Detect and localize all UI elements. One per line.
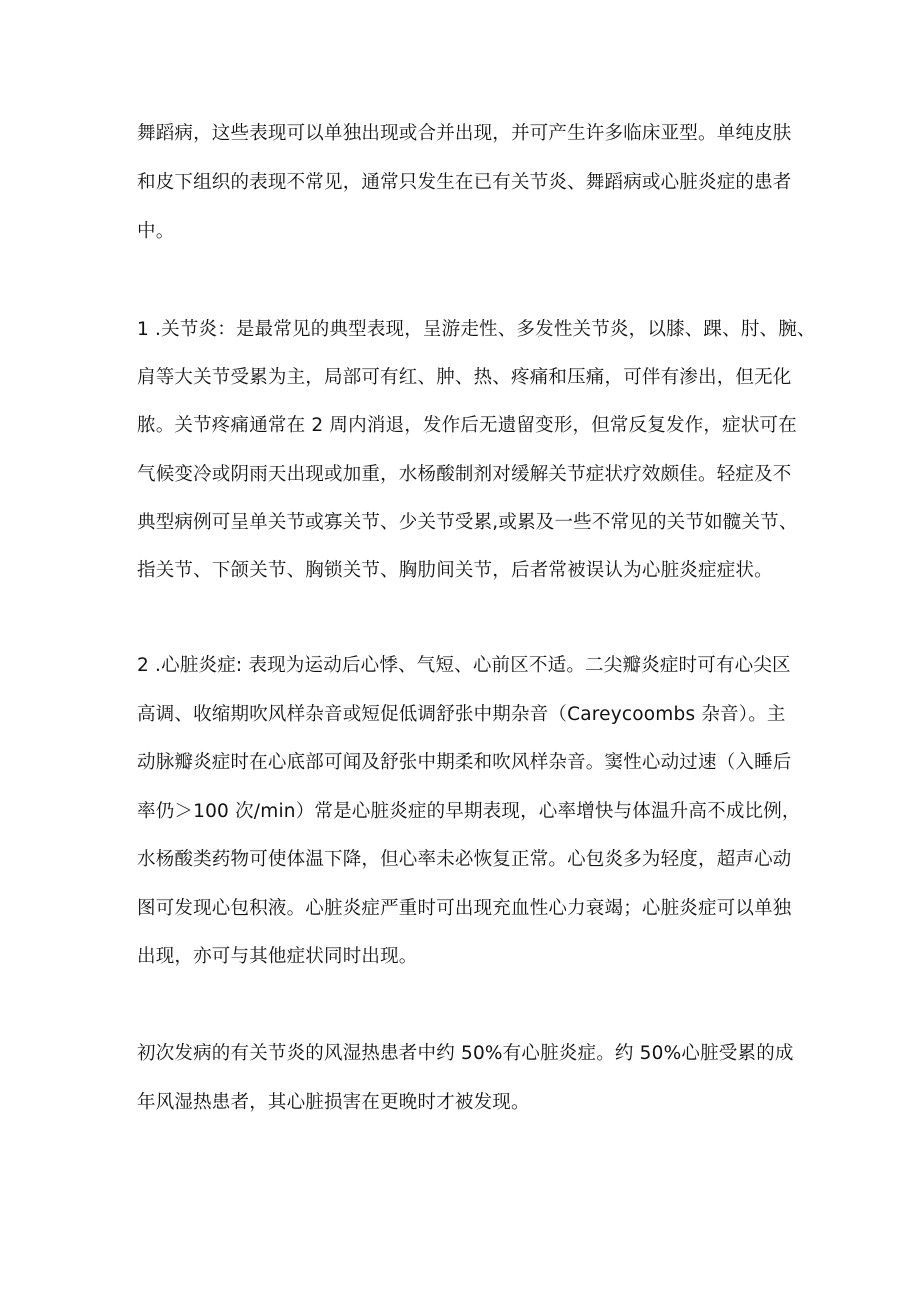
paragraph-3-line-3: 动脉瓣炎症时在心底部可闻及舒张中期柔和吹风样杂音。窦性心动过速（入睡后 xyxy=(137,752,792,773)
paragraph-2-line-3: 脓。关节疼痛通常在 2 周内消退，发作后无遗留变形，但常反复发作，症状可在 xyxy=(137,415,797,436)
paragraph-4-line-1: 初次发病的有关节炎的风湿热患者中约 50%有心脏炎症。约 50%心脏受累的成 xyxy=(137,1043,794,1064)
paragraph-3-line-2: 高调、收缩期吹风样杂音或短促低调舒张中期杂音（Careycoombs 杂音）。主 xyxy=(137,704,786,725)
paragraph-1-line-3: 中。 xyxy=(137,221,175,242)
paragraph-4-line-2: 年风湿热患者，其心脏损害在更晚时才被发现。 xyxy=(137,1092,530,1113)
paragraph-2-line-2: 肩等大关节受累为主，局部可有红、肿、热、疼痛和压痛，可伴有渗出，但无化 xyxy=(137,367,792,388)
paragraph-3-line-6: 图可发现心包积液。心脏炎症严重时可出现充血性心力衰竭；心脏炎症可以单独 xyxy=(137,898,792,919)
paragraph-2-line-6: 指关节、下颌关节、胸锁关节、胸肋间关节，后者常被误认为心脏炎症症状。 xyxy=(137,560,773,581)
paragraph-1-line-2: 和皮下组织的表现不常见，通常只发生在已有关节炎、舞蹈病或心脏炎症的患者 xyxy=(137,172,792,193)
paragraph-3-line-7: 出现，亦可与其他症状同时出现。 xyxy=(137,946,418,967)
paragraph-2-line-4: 气候变冷或阴雨天出现或加重，水杨酸制剂对缓解关节症状疗效颇佳。轻症及不 xyxy=(137,464,792,485)
paragraph-1-line-1: 舞蹈病，这些表现可以单独出现或合并出现，并可产生许多临床亚型。单纯皮肤 xyxy=(137,123,792,144)
paragraph-3-line-4: 率仍＞100 次/min）常是心脏炎症的早期表现，心率增快与体温升高不成比例， xyxy=(137,801,801,822)
paragraph-3-line-1: 2 .心脏炎症: 表现为运动后心悸、气短、心前区不适。二尖瓣炎症时可有心尖区 xyxy=(137,655,791,676)
paragraph-2-line-5: 典型病例可呈单关节或寡关节、少关节受累,或累及一些不常见的关节如髋关节、 xyxy=(137,512,798,533)
paragraph-3-line-5: 水杨酸类药物可使体温下降，但心率未必恢复正常。心包炎多为轻度，超声心动 xyxy=(137,849,792,870)
paragraph-2-line-1: 1 .关节炎：是最常见的典型表现，呈游走性、多发性关节炎，以膝、踝、肘、腕、 xyxy=(137,319,816,340)
